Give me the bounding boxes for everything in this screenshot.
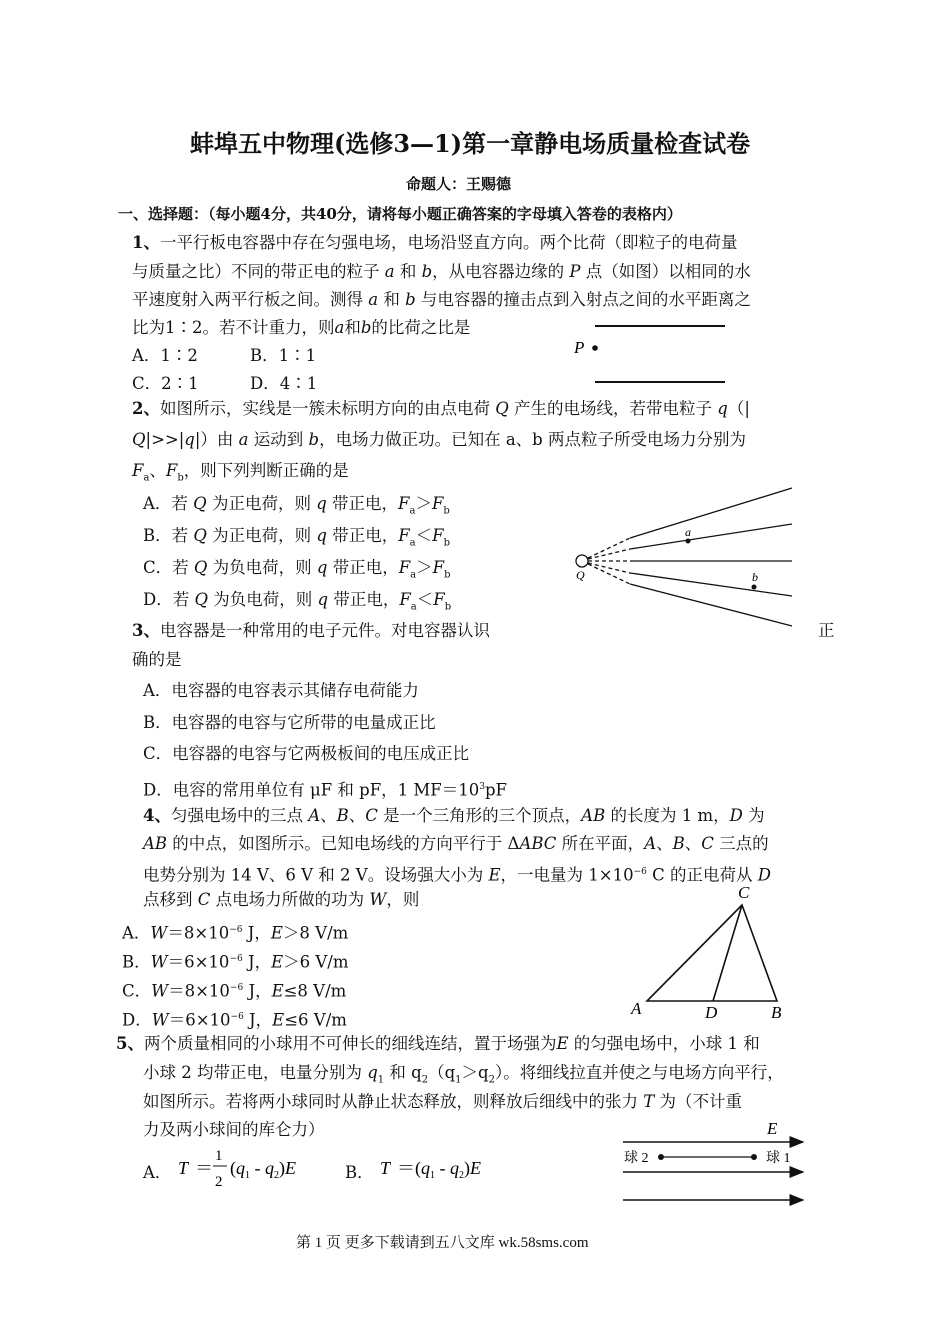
q5-line-4: 力及两小球间的库仑力）: [143, 1120, 325, 1139]
q3-option-b: B．电容器的电容与它所带的电量成正比: [143, 713, 436, 732]
q5-option-a-formula: [178, 1144, 328, 1194]
q2-line-2: Q|>>|q|）由 a 运动到 b，电场力做正功。已知在 a、b 两点粒子所受电场力分别为: [132, 430, 746, 449]
q1-line-3: 平速度射入两平行板之间。测得 a 和 b 与电容器的撞击点到入射点之间的水平距离之: [132, 290, 751, 309]
formula-a-body: $(q_1 - q_2)E$: [230, 1158, 296, 1181]
point-d-label: D: [705, 1003, 718, 1022]
q3-option-c: C．电容器的电容与它两极板间的电压成正比: [143, 744, 470, 763]
q3-option-d: D．电容的常用单位有 μF 和 pF，1 $MF=10^3pF$: [143, 780, 507, 800]
q1-line-4: 比为1∶2。若不计重力，则a和b的比荷之比是: [132, 318, 471, 337]
page-footer: 第 1 页 更多下载请到五八文库 wk.58sms.com: [296, 1235, 589, 1251]
fraction-denominator: 2: [215, 1174, 223, 1190]
q1-option-c: C．2∶1: [132, 374, 199, 393]
q1-option-d: D．4∶1: [250, 374, 318, 393]
charge-q-label: Q: [576, 568, 585, 582]
formula-a-eq: ＝: [195, 1158, 213, 1178]
ball-2: [658, 1154, 664, 1160]
point-p: [592, 345, 598, 351]
vertex-a-label: A: [631, 999, 642, 1018]
formula-b-t: T: [380, 1158, 391, 1178]
fraction-numerator: 1: [215, 1148, 223, 1164]
solid-lines: [630, 488, 792, 626]
q1-line-1: 1、一平行板电容器中存在匀强电场，电场沿竖直方向。两个比荷（即粒子的电荷量: [132, 233, 738, 252]
q2-option-b: B．若 Q 为正电荷，则 q 带正电，$F_a<F_b$: [143, 526, 450, 549]
author-line: 命题人：王赐德: [406, 175, 512, 193]
q4-line-2: AB 的中点，如图所示。已知电场线的方向平行于 ΔABC 所在平面，A、B、C 三点的: [143, 834, 769, 853]
q3-line-1: 3、电容器是一种常用的电子元件。对电容器认识: [132, 621, 490, 640]
q1-option-a: A．1∶2: [132, 346, 198, 365]
point-a-label: a: [685, 525, 691, 539]
page-title: 蚌埠五中物理(选修3—1)第一章静电场质量检查试卷: [190, 129, 751, 158]
section-heading: 一、选择题：（每小题4分，共40分，请将每小题正确答案的字母填入答卷的表格内）: [118, 205, 682, 223]
q5-option-a: A．: [143, 1163, 172, 1182]
q5-option-b: B．: [345, 1163, 374, 1182]
q1-line-2: 与质量之比）不同的带正电的粒子 a 和 b，从电容器边缘的 P 点（如图）以相同的水: [132, 262, 751, 281]
q2-line-3: $F_a$、$F_b$，则下列判断正确的是: [132, 461, 349, 484]
q4-option-c: C．$W=8\times 10^{-6}$ J，E≤8 V/m: [122, 981, 347, 1001]
q2-option-c: C．若 Q 为负电荷，则 q 带正电，$F_a>F_b$: [143, 558, 451, 581]
uniform-field-figure: [615, 1112, 815, 1212]
ball-2-label: 球 2: [624, 1151, 649, 1166]
q2-option-a: A．若 Q 为正电荷，则 q 带正电，$F_a>F_b$: [143, 494, 450, 517]
formula-a-t: T: [178, 1158, 189, 1178]
q5-line-2: 小球 2 均带正电，电量分别为 $q_1$ 和 $q_2(q_1>q_2)$。将细线拉直并使之与电场方向平行，: [143, 1063, 784, 1086]
triangle-figure: [625, 880, 800, 1020]
point-a: [686, 539, 691, 544]
q4-line-3: 电势分别为 14 V、6 V 和 2 V。设场强大小为 E，一电量为 $1\times 10^{-6}$ C 的正电荷从 D: [143, 865, 771, 885]
q1-option-b: B．1∶1: [250, 346, 317, 365]
charge-q: [576, 555, 588, 567]
q3-line-2: 确的是: [132, 650, 182, 669]
vertex-b-label: B: [771, 1003, 782, 1022]
point-b-label: b: [752, 570, 758, 584]
q3-line-1-end: 正: [818, 621, 835, 640]
q2-option-d: D．若 Q 为负电荷，则 q 带正电，$F_a<F_b$: [143, 590, 452, 613]
field-e-label: E: [767, 1119, 778, 1138]
q3-option-a: A．电容器的电容表示其储存电荷能力: [143, 681, 419, 700]
q4-option-d: D．$W=6\times 10^{-6}$ J，E≤6 V/m: [122, 1010, 347, 1030]
capacitor-figure: [570, 320, 740, 390]
vertex-c-label: C: [738, 883, 750, 902]
q4-line-4: 点移到 C 点电场力所做的功为 W，则: [143, 890, 420, 909]
point-p-label: P: [574, 338, 585, 357]
q4-option-b: B．$W=6\times 10^{-6}$ J，E＞6 V/m: [122, 952, 349, 972]
q2-line-1: 2、如图所示，实线是一簇未标明方向的由点电荷 Q 产生的电场线，若带电粒子 q（|: [132, 399, 750, 418]
ball-1: [751, 1154, 757, 1160]
ball-1-label: 球 1: [766, 1151, 791, 1166]
q5-line-3: 如图所示。若将两小球同时从静止状态释放，则释放后细线中的张力 T 为（不计重: [143, 1092, 743, 1111]
q4-line-1: 4、匀强电场中的三点 A、B、C 是一个三角形的三个顶点，AB 的长度为 1 m，D 为: [143, 806, 765, 825]
field-lines-figure: [570, 485, 800, 605]
triangle-abc: [647, 905, 777, 1001]
q4-option-a: A．$W=8\times 10^{-6}$ J，E＞8 V/m: [122, 923, 349, 943]
dashed-lines: [588, 538, 630, 584]
q5-line-1: 5、两个质量相同的小球用不可伸长的细线连结，置于场强为E 的匀强电场中，小球 1 和: [116, 1034, 760, 1053]
formula-b-body: $=(q_1 - q_2)E$: [397, 1158, 481, 1181]
point-b: [752, 585, 757, 590]
q5-option-b-formula: [380, 1144, 520, 1184]
